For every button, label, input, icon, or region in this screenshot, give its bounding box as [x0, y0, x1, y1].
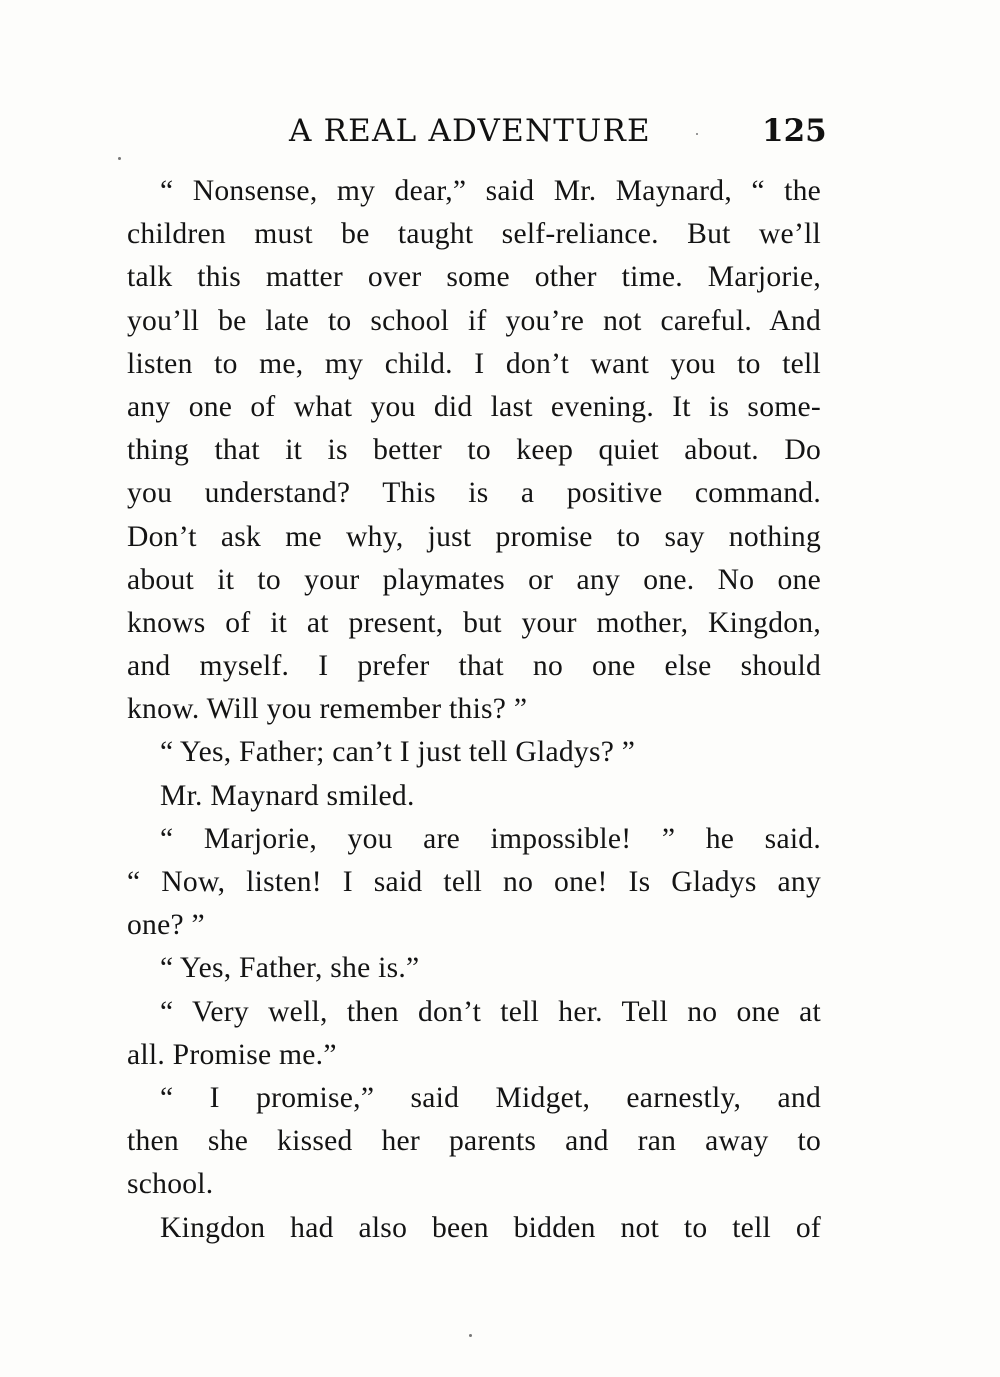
print-speck [469, 1334, 472, 1337]
print-speck [696, 133, 698, 135]
text-line: know. Will you remember this? ” [127, 693, 528, 726]
text-line: Mr. Maynard smiled. [160, 779, 415, 812]
text-line: about it to your playmates or any one. No one [127, 563, 821, 596]
text-line: thing that it is better to keep quiet about. Do [127, 434, 821, 467]
text-line: listen to me, my child. I don’t want you to tell [127, 347, 821, 380]
running-head [0, 108, 1000, 154]
text-line: talk this matter over some other time. Marjorie, [127, 261, 821, 294]
text-line: Don’t ask me why, just promise to say nothing [127, 520, 821, 553]
text-line: one? ” [127, 909, 205, 942]
text-line: “ Nonsense, my dear,” said Mr. Maynard, “ the [160, 175, 821, 207]
running-title: A REAL ADVENTURE [289, 113, 651, 149]
text-line: any one of what you did last evening. It is some- [127, 390, 821, 423]
text-line: “ Very well, then don’t tell her. Tell no one at [160, 995, 821, 1028]
print-speck [118, 157, 121, 160]
text-line: you’ll be late to school if you’re not careful. And [127, 304, 821, 337]
text-line: “ Yes, Father; can’t I just tell Gladys? ” [160, 736, 636, 769]
body-text [127, 170, 821, 1250]
text-line: “ Marjorie, you are impossible! ” he said. [160, 822, 821, 855]
page-number: 125 [762, 113, 827, 149]
text-line: Kingdon had also been bidden not to tell of [160, 1211, 821, 1244]
text-line: knows of it at present, but your mother, Kingdon, [127, 606, 821, 639]
text-line: “ Now, listen! I said tell no one! Is Gladys any [127, 866, 821, 898]
text-line: you understand? This is a positive command. [127, 477, 821, 510]
text-line: “ Yes, Father, she is.” [160, 952, 420, 985]
text-line: then she kissed her parents and ran away to [127, 1125, 821, 1158]
text-line: school. [127, 1168, 214, 1201]
text-line: children must be taught self-reliance. But we’ll [127, 218, 821, 251]
text-line: all. Promise me.” [127, 1038, 337, 1071]
text-line: “ I promise,” said Midget, earnestly, and [160, 1081, 821, 1114]
text-line: and myself. I prefer that no one else should [127, 650, 821, 683]
